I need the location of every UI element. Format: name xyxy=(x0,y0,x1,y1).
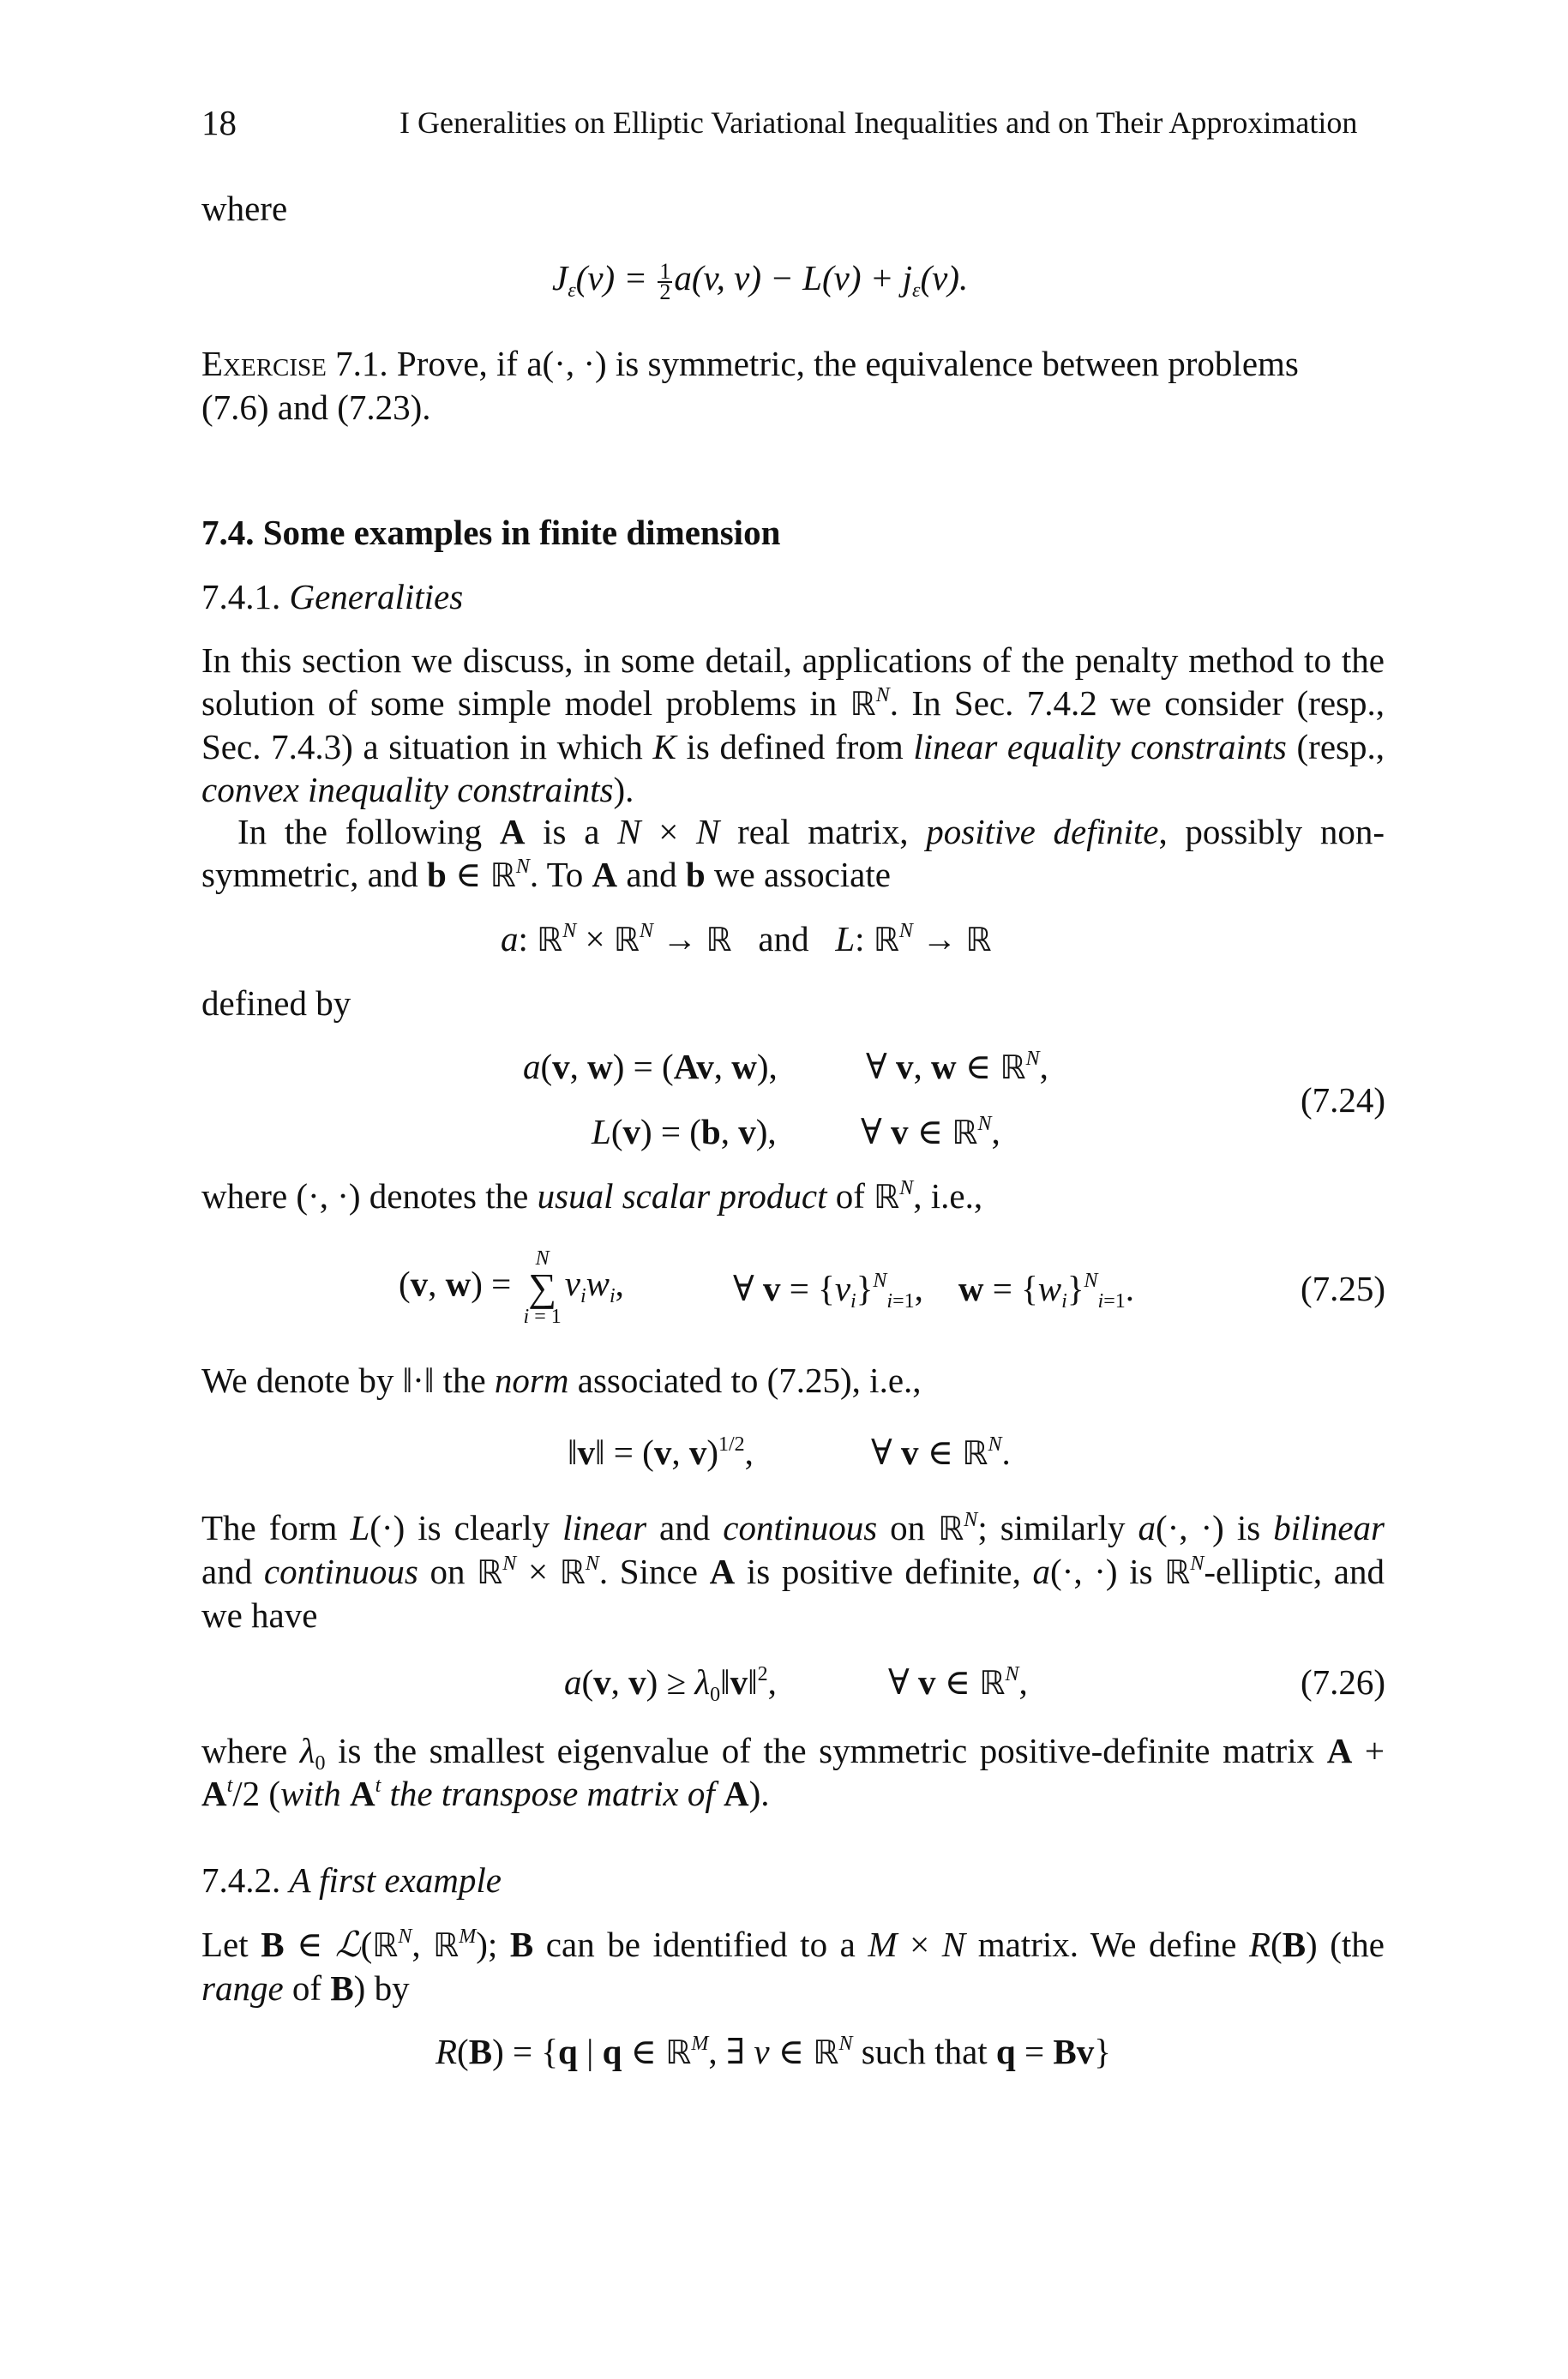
exercise-7-1-line1 xyxy=(201,342,1299,385)
where-label: where xyxy=(201,189,288,228)
paragraph-linear-continuous: The form L(·) is clearly linear and continuous on ℝ$^N$; similarly a(·, ·) is bilinear and continuous on ℝ$^N$ × ℝ$^N$. Since A is positive definite, a(·, ·) is ℝ$^N$-elliptic, and we have xyxy=(201,1508,1385,1635)
equation-7-25: (v, w) = N ∑ i = 1 $v_iw_i$, xyxy=(399,1247,624,1328)
subsection-heading-7-4-1 xyxy=(201,575,463,618)
exercise-label: Exercise 7.1. xyxy=(201,344,388,383)
section-heading xyxy=(201,511,780,554)
equation-norm: ‖v‖ = (v, v)$^{1/2}$, xyxy=(568,1433,754,1472)
equation-number-7-24: (7.24) xyxy=(1300,1080,1385,1120)
equation-maps: a: ℝ$^N$ × ℝ$^N$ → ℝ and L: ℝ$^N$ → ℝ xyxy=(501,919,992,958)
equation-7-24-line2-quant: ∀ v ∈ ℝ$^N$, xyxy=(861,1112,1000,1151)
paragraph-generalities: In this section we discuss, in some detail, applications of the penalty method to the solution of some simple model problems in ℝ$^N$. In Sec. 7.4.2 we consider (resp., Sec. 7.4.3) a situation in which K is defined from linear equality constraints (resp., convex inequality constraints). xyxy=(201,640,1385,809)
subsection-title: Generalities xyxy=(289,577,464,616)
equation-7-24-line1: a(v, w) = (Av, w), xyxy=(523,1047,778,1086)
equation-number-7-26: (7.26) xyxy=(1300,1662,1385,1702)
subsection-heading-7-4-2 xyxy=(201,1859,502,1901)
subsection-number: 7.4.2. xyxy=(201,1860,281,1900)
equation-7-26: a(v, $v) \ge \lambda_0‖v‖^2$, xyxy=(564,1662,777,1706)
paragraph-matrix-a: In the following A is a N × N real matrix, positive definite, possibly non-symmetric, and b ∈ ℝ$^N$. To A and b we associate xyxy=(201,812,1385,894)
paragraph-eigenvalue: where $\lambda_0$ is the smallest eigenvalue of the symmetric positive-definite matrix $A + A^t/2$ (with $A^t$ the transpose matrix of A). xyxy=(201,1731,1385,1813)
norm-sentence: We denote by ‖·‖ the norm associated to (7.25), i.e., xyxy=(201,1361,922,1400)
scalar-product-sentence: where (·, ·) denotes the usual scalar product of ℝ$^N$, i.e., xyxy=(201,1176,983,1216)
paragraph-range: Let B ∈ ℒ(ℝ$^N$, ℝ$^M$); B can be identified to a M × N matrix. We define R(B) (the range of B) by xyxy=(201,1925,1385,2008)
equation-range: R(B) = {q | q ∈ ℝ$^M$, ∃ v ∈ ℝ$^N$ such that q = Bv} xyxy=(436,2032,1111,2071)
exercise-7-1-line2: (7.6) and (7.23). xyxy=(201,387,431,427)
equation-number-7-25: (7.25) xyxy=(1300,1269,1385,1308)
subsection-number: 7.4.1. xyxy=(201,577,281,616)
defined-by-label: defined by xyxy=(201,983,351,1023)
equation-7-26-quant: ∀ v ∈ ℝ$^N$, xyxy=(888,1662,1028,1702)
equation-norm-quant: ∀ v ∈ ℝ$^N$. xyxy=(871,1433,1011,1472)
equation-7-25-quant: ∀ $v = \{v_i\}^N_{i=1}$, $w = \{w_i\}^N_{i=1}$. xyxy=(733,1269,1134,1313)
subsection-title: A first example xyxy=(289,1860,502,1900)
equation-j-epsilon: $J_\varepsilon(v)$ = $\frac{1}{2}$ a(v, $v) - L(v) + j_\varepsilon(v)$. xyxy=(552,258,969,304)
equation-7-24-line1-quant: ∀ v, w ∈ ℝ$^N$, xyxy=(866,1047,1048,1086)
running-title: I Generalities on Elliptic Variational Inequalities and on Their Approximation xyxy=(400,105,1358,140)
page-number: 18 xyxy=(201,103,237,142)
section-title: Some examples in finite dimension xyxy=(262,513,781,552)
equation-7-24-line2: L(v) = (b, v), xyxy=(592,1112,777,1151)
section-number: 7.4. xyxy=(201,513,255,552)
exercise-text: Prove, if a(·, ·) is symmetric, the equivalence between problems xyxy=(396,344,1299,383)
